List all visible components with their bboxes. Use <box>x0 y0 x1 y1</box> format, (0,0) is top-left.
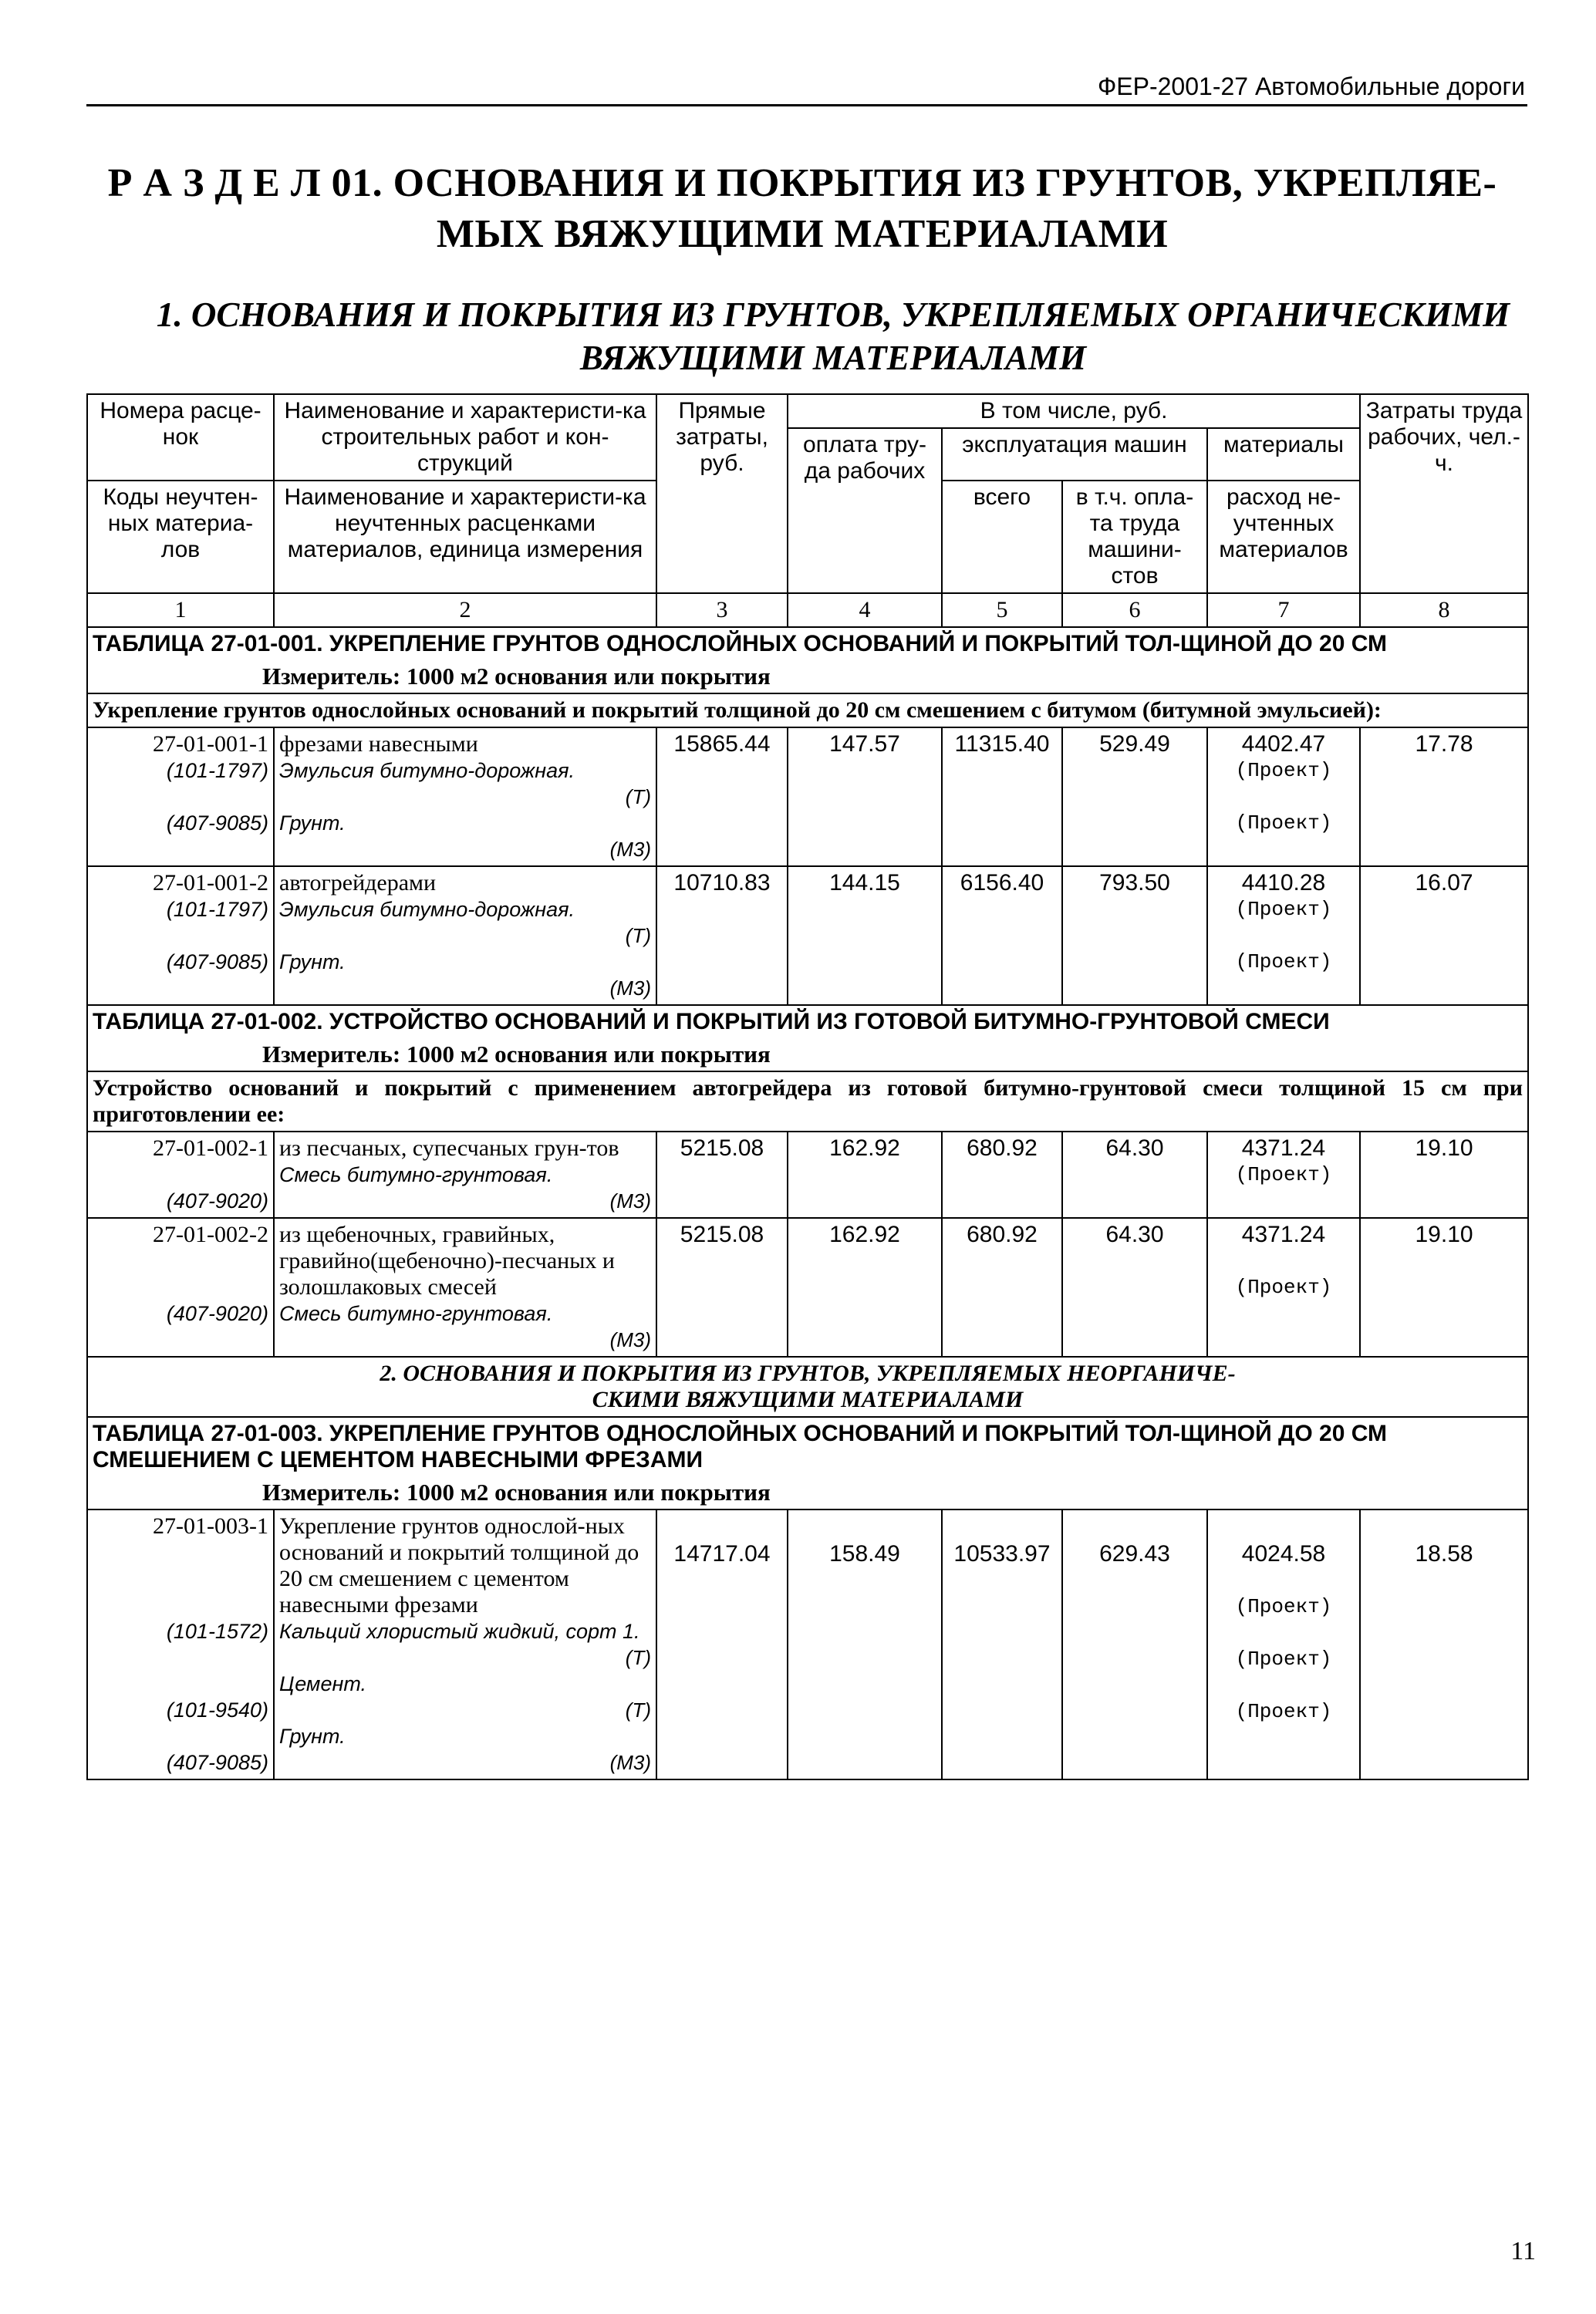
direct-costs-value: 14717.04 <box>656 1509 788 1779</box>
rates-table <box>86 393 1529 1780</box>
material-unit: (М3) <box>609 1751 651 1774</box>
material-code: (101-1797) <box>166 759 268 782</box>
material-code: (101-1572) <box>166 1620 268 1643</box>
machinist-pay-value: 64.30 <box>1062 1132 1207 1218</box>
subsection-2-line-2: СКИМИ ВЯЖУЩИМИ МАТЕРИАЛАМИ <box>592 1387 1024 1412</box>
table-row <box>87 727 1528 866</box>
materials-cell <box>1207 866 1360 1005</box>
header-total: всего <box>942 481 1062 593</box>
material-name: Эмульсия битумно-дорожная. <box>279 898 575 921</box>
material-unit: (М3) <box>609 1328 651 1351</box>
rate-code-cell <box>87 1509 274 1779</box>
material-code: (101-1797) <box>166 898 268 921</box>
table-3-meter: Измеритель: 1000 м2 основания или покрытия <box>262 1479 771 1506</box>
material-consumption: (Проект) <box>1235 811 1332 835</box>
material-consumption: (Проект) <box>1235 898 1332 921</box>
table-row <box>87 1132 1528 1218</box>
labor-hours-value: 19.10 <box>1360 1132 1528 1218</box>
column-number: 1 <box>87 593 274 627</box>
material-unit: (Т) <box>625 1646 651 1669</box>
section-title <box>77 158 1527 260</box>
labor-hours-value: 17.78 <box>1360 727 1528 866</box>
material-name: Грунт. <box>279 950 346 973</box>
material-consumption: (Проект) <box>1235 950 1332 973</box>
column-number: 2 <box>274 593 656 627</box>
table-1-meter: Измеритель: 1000 м2 основания или покрытия <box>262 663 771 690</box>
direct-costs-value: 5215.08 <box>656 1218 788 1357</box>
machinist-pay-value: 529.49 <box>1062 727 1207 866</box>
rate-code-cell <box>87 1132 274 1218</box>
materials-value: 4371.24 <box>1241 1135 1326 1161</box>
labor-pay-value: 147.57 <box>788 727 942 866</box>
material-name: Смесь битумно-грунтовая. <box>279 1163 553 1186</box>
labor-hours-value: 16.07 <box>1360 866 1528 1005</box>
table-2-title: УСТРОЙСТВО ОСНОВАНИЙ И ПОКРЫТИЙ ИЗ ГОТОВОЙ БИТУМНО-ГРУНТОВОЙ СМЕСИ <box>329 1009 1330 1034</box>
table-3-label: ТАБЛИЦА 27-01-003. <box>93 1421 323 1446</box>
materials-cell <box>1207 727 1360 866</box>
machine-total-value: 11315.40 <box>942 727 1062 866</box>
header-material-codes: Коды неучтен-ных материа-лов <box>87 481 274 593</box>
header-direct-costs: Прямые затраты, руб. <box>656 394 788 593</box>
material-code: (407-9085) <box>166 1751 268 1774</box>
table-row <box>87 1509 1528 1779</box>
rate-code: 27-01-002-2 <box>153 1222 268 1247</box>
labor-pay-value: 158.49 <box>788 1509 942 1779</box>
material-unit: (М3) <box>609 977 651 1000</box>
header-including: В том числе, руб. <box>788 394 1360 428</box>
labor-hours-value: 19.10 <box>1360 1218 1528 1357</box>
material-consumption: (Проект) <box>1235 759 1332 782</box>
header-machine-operation: эксплуатация машин <box>942 428 1207 481</box>
material-code: (407-9020) <box>166 1189 268 1213</box>
subsection-1-title <box>139 293 1527 379</box>
material-name: Грунт. <box>279 1725 346 1748</box>
document-header: ФЕР-2001-27 Автомобильные дороги <box>1097 73 1525 100</box>
header-materials: материалы <box>1207 428 1360 481</box>
rate-name: фрезами навесными <box>279 731 478 757</box>
rate-code: 27-01-002-1 <box>153 1135 268 1161</box>
material-consumption: (Проект) <box>1235 1648 1332 1671</box>
material-consumption: (Проект) <box>1235 1276 1332 1299</box>
material-name: Смесь битумно-грунтовая. <box>279 1302 553 1325</box>
materials-cell <box>1207 1218 1360 1357</box>
direct-costs-value: 5215.08 <box>656 1132 788 1218</box>
rate-name: из щебеночных, гравийных, гравийно(щебеночно)-песчаных и золошлаковых смесей <box>279 1222 615 1300</box>
table-2-heading <box>87 1005 1528 1071</box>
material-unit: (Т) <box>625 1698 651 1722</box>
rate-name-cell <box>274 1132 656 1218</box>
header-material-consumption: расход не-учтенных материалов <box>1207 481 1360 593</box>
rate-code-cell <box>87 1218 274 1357</box>
table-3-heading <box>87 1417 1528 1509</box>
table-3-title: УКРЕПЛЕНИЕ ГРУНТОВ ОДНОСЛОЙНЫХ ОСНОВАНИЙ И ПОКРЫТИЙ ТОЛ-ЩИНОЙ ДО 20 СМ СМЕШЕНИЕМ С ЦЕМЕНТОМ НАВЕСНЫМИ ФРЕЗАМИ <box>93 1421 1387 1472</box>
material-consumption: (Проект) <box>1235 1595 1332 1618</box>
labor-pay-value: 162.92 <box>788 1132 942 1218</box>
machine-total-value: 680.92 <box>942 1218 1062 1357</box>
table-1-heading <box>87 627 1528 693</box>
rate-code: 27-01-001-1 <box>153 731 268 757</box>
table-2-group-title: Устройство оснований и покрытий с применением автогрейдера из готовой битумно-грунтовой смеси толщиной 15 см при приготовлении ее: <box>87 1071 1528 1132</box>
subsection-1-line-1: 1. ОСНОВАНИЯ И ПОКРЫТИЯ ИЗ ГРУНТОВ, УКРЕПЛЯЕМЫХ ОРГАНИЧЕСКИМИ <box>156 295 1510 334</box>
column-number: 4 <box>788 593 942 627</box>
material-code: (407-9020) <box>166 1302 268 1325</box>
table-1-group-title: Укрепление грунтов однослойных оснований и покрытий толщиной до 20 см смешением с битумом (битумной эмульсией): <box>87 693 1528 727</box>
rate-code-cell <box>87 866 274 1005</box>
rate-code: 27-01-001-2 <box>153 870 268 896</box>
rate-name: автогрейдерами <box>279 870 437 896</box>
subsection-1-line-2: ВЯЖУЩИМИ МАТЕРИАЛАМИ <box>579 339 1087 377</box>
header-rule <box>86 104 1527 106</box>
machine-total-value: 10533.97 <box>942 1509 1062 1779</box>
material-unit: (Т) <box>625 924 651 947</box>
labor-pay-value: 144.15 <box>788 866 942 1005</box>
machinist-pay-value: 793.50 <box>1062 866 1207 1005</box>
materials-value: 4371.24 <box>1241 1222 1326 1247</box>
page-number: 11 <box>1510 2237 1536 2265</box>
direct-costs-value: 10710.83 <box>656 866 788 1005</box>
material-name: Цемент. <box>279 1672 367 1695</box>
section-title-line-2: МЫХ ВЯЖУЩИМИ МАТЕРИАЛАМИ <box>436 212 1169 256</box>
subsection-2-title <box>87 1357 1528 1417</box>
table-2-meter: Измеритель: 1000 м2 основания или покрытия <box>262 1041 771 1068</box>
rate-code: 27-01-003-1 <box>153 1513 268 1539</box>
table-1-label: ТАБЛИЦА 27-01-001. <box>93 631 323 656</box>
rate-name-cell <box>274 866 656 1005</box>
material-name: Кальций хлористый жидкий, сорт 1. <box>279 1620 640 1643</box>
rate-name: Укрепление грунтов однослой-ных оснований и покрытий толщиной до 20 см смешением с цементом навесными фрезами <box>279 1513 639 1617</box>
materials-value: 4402.47 <box>1241 731 1326 757</box>
labor-pay-value: 162.92 <box>788 1218 942 1357</box>
labor-hours-value: 18.58 <box>1360 1509 1528 1779</box>
material-name: Грунт. <box>279 811 346 835</box>
material-unit: (М3) <box>609 1189 651 1213</box>
header-material-name: Наименование и характеристи-ка неучтенных расценками материалов, единица измерения <box>274 481 656 593</box>
table-2-label: ТАБЛИЦА 27-01-002. <box>93 1009 323 1034</box>
materials-value: 4410.28 <box>1241 870 1326 896</box>
material-code: (407-9085) <box>166 811 268 835</box>
direct-costs-value: 15865.44 <box>656 727 788 866</box>
rate-name-cell <box>274 1218 656 1357</box>
column-number: 6 <box>1062 593 1207 627</box>
subsection-2-line-1: 2. ОСНОВАНИЯ И ПОКРЫТИЯ ИЗ ГРУНТОВ, УКРЕПЛЯЕМЫХ НЕОРГАНИЧЕ- <box>380 1361 1236 1386</box>
material-unit: (Т) <box>625 785 651 808</box>
rate-code-cell <box>87 727 274 866</box>
header-machinist-pay: в т.ч. опла-та труда машини-стов <box>1062 481 1207 593</box>
table-row <box>87 1218 1528 1357</box>
machinist-pay-value: 64.30 <box>1062 1218 1207 1357</box>
material-name: Эмульсия битумно-дорожная. <box>279 759 575 782</box>
header-labor-pay: оплата тру-да рабочих <box>788 428 942 593</box>
materials-value: 4024.58 <box>1241 1541 1326 1567</box>
machinist-pay-value: 629.43 <box>1062 1509 1207 1779</box>
material-consumption: (Проект) <box>1235 1700 1332 1723</box>
column-number: 3 <box>656 593 788 627</box>
material-consumption: (Проект) <box>1235 1163 1332 1186</box>
column-number: 8 <box>1360 593 1528 627</box>
table-1-title: УКРЕПЛЕНИЕ ГРУНТОВ ОДНОСЛОЙНЫХ ОСНОВАНИЙ И ПОКРЫТИЙ ТОЛ-ЩИНОЙ ДО 20 СМ <box>329 631 1387 656</box>
rate-name-cell <box>274 1509 656 1779</box>
machine-total-value: 680.92 <box>942 1132 1062 1218</box>
material-code: (101-9540) <box>166 1698 268 1722</box>
column-number: 5 <box>942 593 1062 627</box>
section-title-line-1: Р А З Д Е Л 01. ОСНОВАНИЯ И ПОКРЫТИЯ ИЗ ГРУНТОВ, УКРЕПЛЯЕ- <box>107 161 1497 205</box>
materials-cell <box>1207 1509 1360 1779</box>
column-numbers-row <box>87 593 1528 627</box>
table-row <box>87 866 1528 1005</box>
machine-total-value: 6156.40 <box>942 866 1062 1005</box>
material-unit: (М3) <box>609 838 651 861</box>
header-work-name: Наименование и характеристи-ка строительных работ и кон-струкций <box>274 394 656 481</box>
header-rate-number: Номера расце-нок <box>87 394 274 481</box>
materials-cell <box>1207 1132 1360 1218</box>
rate-name-cell <box>274 727 656 866</box>
header-labor-costs: Затраты труда рабочих, чел.-ч. <box>1360 394 1528 593</box>
rate-name: из песчаных, супесчаных грун-тов <box>279 1135 619 1161</box>
material-code: (407-9085) <box>166 950 268 973</box>
column-number: 7 <box>1207 593 1360 627</box>
